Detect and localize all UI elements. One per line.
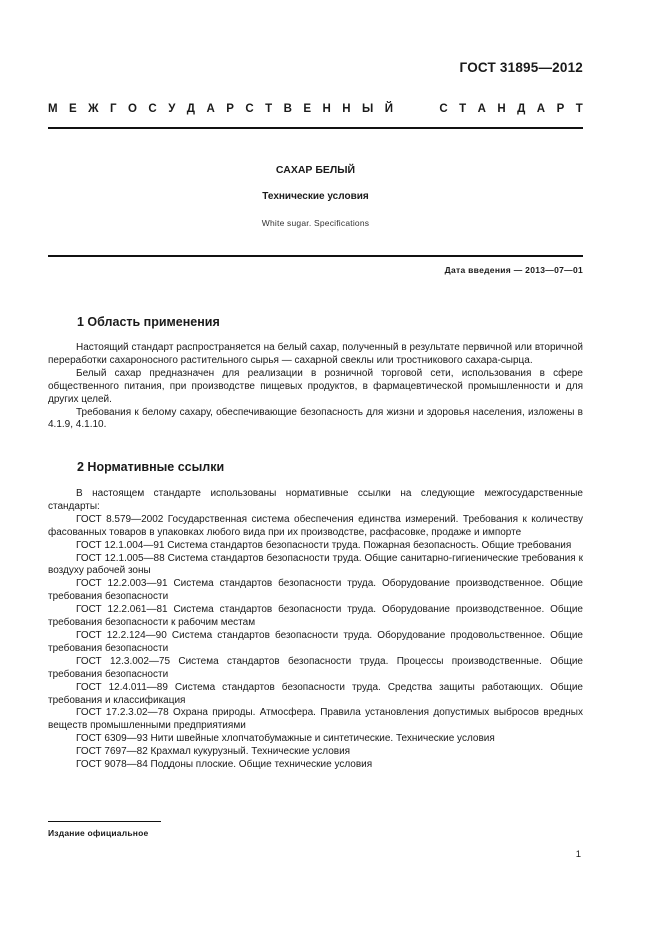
reference-item: ГОСТ 9078—84 Поддоны плоские. Общие технические условия [76,759,373,771]
paragraph: Требования к белому сахару, обеспечивающие безопасность для жизни и здоровья населения, изложены в 4.1.9, 4.1.10. [48,406,583,431]
banner-letter: Т [459,103,467,115]
reference-item: ГОСТ 8.579—2002 Государственная система обеспечения единства измерений. Требования к количеству фасованных товаров в упаковках любого вида при их производстве, расфасовке, продаже и импорте [48,513,583,538]
banner-letter: Д [186,103,195,115]
page-number: 1 [575,849,581,860]
paragraph: Белый сахар предназначен для реализации в розничной торговой сети, использования в сфере общественного питания, при производстве пищевых продуктов, в фармацевтической промышленности и для других целей. [48,367,583,405]
middle-rule [48,255,583,257]
document-title: САХАР БЕЛЫЙ [275,164,356,176]
banner-letter: Е [303,103,312,115]
banner-letter: С [439,103,448,115]
banner-letter: А [206,103,215,115]
paragraph: В настоящем стандарте использованы нормативные ссылки на следующие межгосударственные стандарты: [48,488,583,512]
section-2-body [48,488,583,772]
interstate-standard-banner [48,103,583,115]
document-subtitle: Технические условия [262,191,369,202]
banner-letter: А [536,103,546,115]
banner-letter: Ы [362,103,374,115]
banner-letter: М [48,103,58,115]
footer-rule [48,821,161,822]
banner-letter: О [128,103,137,115]
banner-letter: Н [322,103,331,115]
official-edition-note: Издание официальное [48,828,149,838]
reference-item: ГОСТ 7697—82 Крахмал кукурузный. Технические условия [76,746,351,758]
reference-item: ГОСТ 12.1.004—91 Система стандартов безопасности труда. Пожарная безопасность. Общие требования [76,539,572,551]
reference-item: ГОСТ 17.2.3.02—78 Охрана природы. Атмосфера. Правила установления допустимых выбросов вредных веществ промышленными предприятиями [48,707,583,732]
banner-letter [404,103,410,115]
banner-letter: Г [110,103,117,115]
banner-letter [422,103,428,115]
document-english-title: White sugar. Specifications [261,218,370,228]
banner-letter: А [477,103,486,115]
reference-item: ГОСТ 12.3.002—75 Система стандартов безопасности труда. Процессы производственные. Общие требования безопасности [48,655,583,680]
banner-letter: У [168,103,176,115]
section-1-body [48,342,583,432]
banner-letter: Н [342,103,351,115]
banner-letter: Н [497,103,506,115]
banner-letter: Е [69,103,77,115]
banner-letter: С [148,103,157,115]
reference-item: ГОСТ 12.1.005—88 Система стандартов безопасности труда. Общие санитарно-гигиенические требования к воздуху рабочей зоны [48,552,583,577]
gost-code: ГОСТ 31895—2012 [459,60,583,75]
introduction-date: Дата введения — 2013—07—01 [444,265,583,275]
reference-item: ГОСТ 12.2.124—90 Система стандартов безопасности труда. Оборудование продовольственное. Общие требования безопасности [48,629,583,654]
reference-item: ГОСТ 12.2.061—81 Система стандартов безопасности труда. Оборудование производственное. Общие требования безопасности к рабочим местам [48,604,583,629]
section-1-heading: 1 Область применения [77,315,220,329]
reference-item: ГОСТ 6309—93 Нити швейные хлопчатобумажные и синтетические. Технические условия [76,733,495,745]
banner-letter: С [245,103,254,115]
banner-letter: Т [265,103,273,115]
top-rule [48,127,583,129]
banner-letter: Ж [88,103,99,115]
banner-letter: Р [556,103,565,115]
section-2-heading: 2 Нормативные ссылки [77,460,225,474]
banner-letter: Т [575,103,583,115]
banner-letter: В [283,103,292,115]
banner-letter: Р [226,103,234,115]
banner-letter: Й [384,103,393,115]
reference-item: ГОСТ 12.4.011—89 Система стандартов безопасности труда. Средства защиты работающих. Общие требования и классификация [48,681,583,706]
banner-letter: Д [517,103,526,115]
reference-item: ГОСТ 12.2.003—91 Система стандартов безопасности труда. Оборудование производственное. Общие требования безопасности [48,578,583,603]
paragraph: Настоящий стандарт распространяется на белый сахар, полученный в результате первичной или вторичной переработки сахароносного растительного сырья — сахарной свеклы или тростникового сахара-сырца. [48,342,583,366]
